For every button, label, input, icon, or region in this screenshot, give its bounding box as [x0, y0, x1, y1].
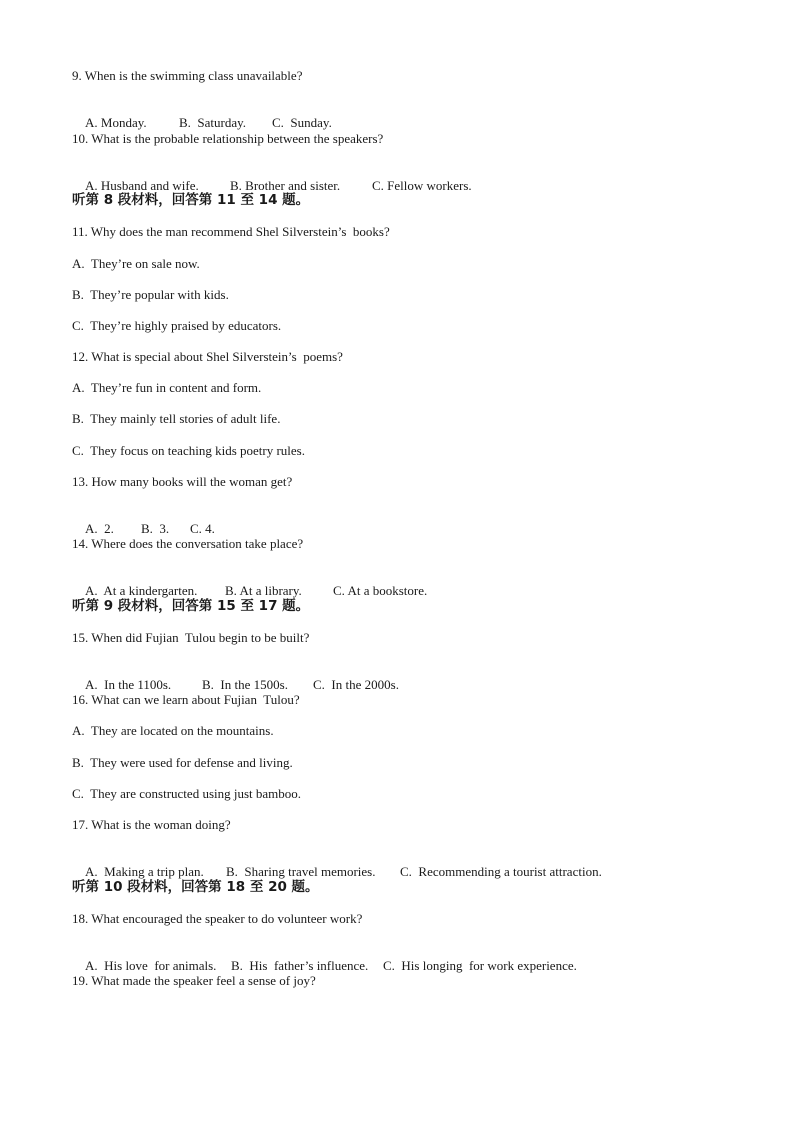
question-16-option-b: B. They were used for defense and living. [72, 755, 293, 770]
question-12-option-b: B. They mainly tell stories of adult life. [72, 411, 281, 426]
question-16-stem: 16. What can we learn about Fujian Tulou? [72, 692, 300, 707]
question-13-option-a: A. 2. [85, 521, 114, 536]
section-10-heading: 听第 10 段材料，回答第 18 至 20 题。 [72, 879, 319, 895]
question-9-option-a: A. Monday. [85, 115, 147, 130]
question-9-option-b: B. Saturday. [179, 115, 247, 130]
question-9-option-c: C. Sunday. [272, 115, 332, 130]
question-15-option-a: A. In the 1100s. [85, 677, 172, 692]
question-12-stem: 12. What is special about Shel Silverstein’s poems? [72, 349, 343, 364]
question-11-option-c: C. They’re highly praised by educators. [72, 318, 282, 333]
question-14-stem: 14. Where does the conversation take place? [72, 536, 304, 551]
question-15-stem: 15. When did Fujian Tulou begin to be built? [72, 630, 310, 645]
question-12-option-a: A. They’re fun in content and form. [72, 380, 262, 395]
question-10-option-a: A. Husband and wife. [85, 178, 199, 193]
question-17-option-b: B. Sharing travel memories. [226, 864, 376, 879]
question-17-stem: 17. What is the woman doing? [72, 817, 231, 832]
question-12-option-c: C. They focus on teaching kids poetry rules. [72, 443, 305, 458]
question-11-option-a: A. They’re on sale now. [72, 256, 200, 271]
question-17-option-a: A. Making a trip plan. [85, 864, 204, 879]
question-18-option-a: A. His love for animals. [85, 958, 217, 973]
question-19-stem: 19. What made the speaker feel a sense of joy? [72, 973, 316, 988]
question-18-option-c: C. His longing for work experience. [383, 958, 577, 973]
question-13-option-c: C. 4. [190, 521, 215, 536]
question-15-option-b: B. In the 1500s. [202, 677, 288, 692]
section-9-heading: 听第 9 段材料，回答第 15 至 17 题。 [72, 598, 310, 614]
question-15-option-c: C. In the 2000s. [313, 677, 399, 692]
question-14-option-a: A. At a kindergarten. [85, 583, 198, 598]
section-8-heading: 听第 8 段材料，回答第 11 至 14 题。 [72, 192, 310, 208]
question-13-stem: 13. How many books will the woman get? [72, 474, 293, 489]
question-13-option-b: B. 3. [141, 521, 170, 536]
question-10-option-b: B. Brother and sister. [230, 178, 341, 193]
question-14-option-b: B. At a library. [225, 583, 302, 598]
question-10-option-c: C. Fellow workers. [372, 178, 472, 193]
question-11-option-b: B. They’re popular with kids. [72, 287, 229, 302]
question-16-option-a: A. They are located on the mountains. [72, 723, 274, 738]
question-17-option-c: C. Recommending a tourist attraction. [400, 864, 602, 879]
question-10-stem: 10. What is the probable relationship between the speakers? [72, 131, 384, 146]
question-14-option-c: C. At a bookstore. [333, 583, 428, 598]
question-18-option-b: B. His father’s influence. [231, 958, 369, 973]
question-11-stem: 11. Why does the man recommend Shel Silverstein’s books? [72, 224, 390, 239]
question-9-stem: 9. When is the swimming class unavailable? [72, 68, 303, 83]
question-18-stem: 18. What encouraged the speaker to do volunteer work? [72, 911, 363, 926]
question-16-option-c: C. They are constructed using just bamboo. [72, 786, 302, 801]
